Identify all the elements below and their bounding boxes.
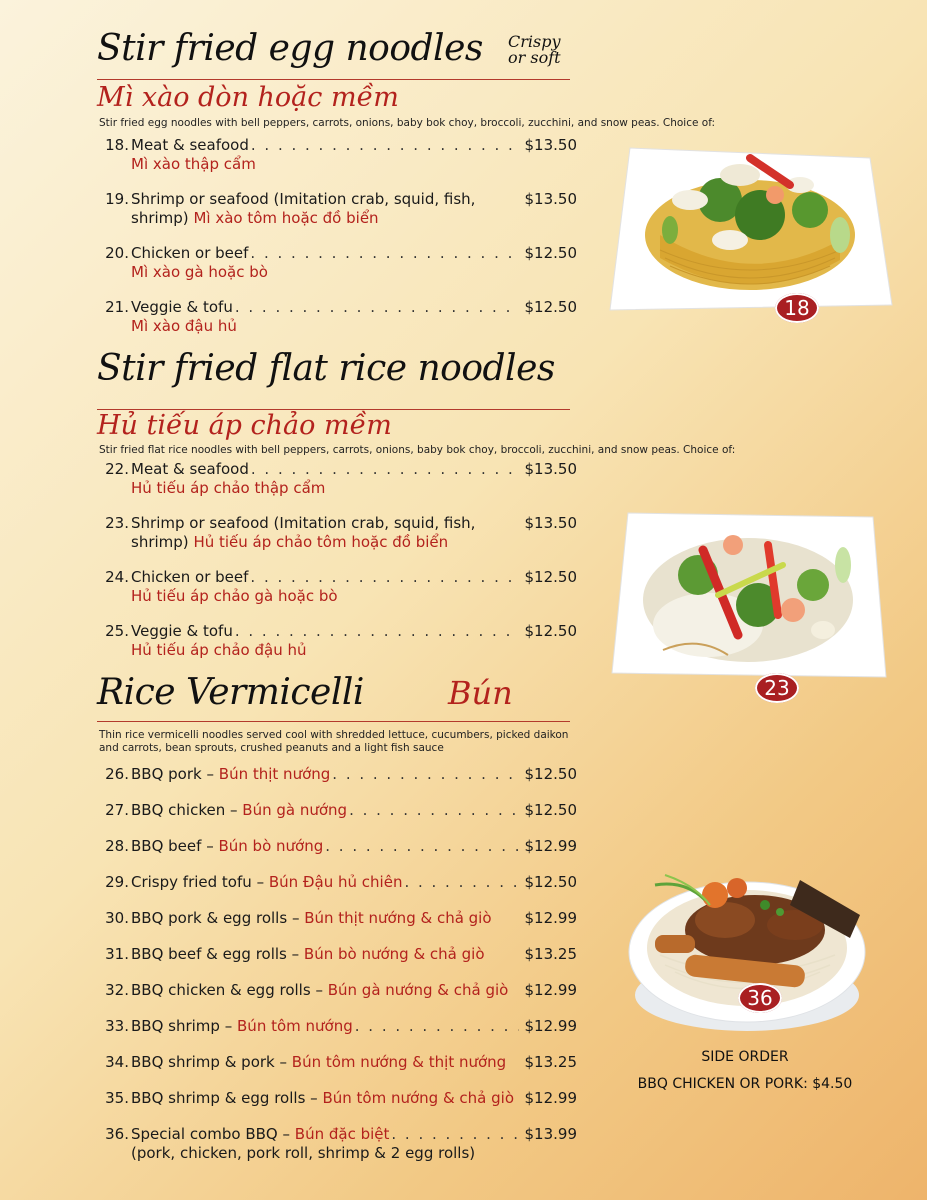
menu-item <box>99 945 577 964</box>
item-name: BBQ beef <box>131 837 202 855</box>
vermicelli-title: Rice Vermicelli <box>97 672 364 713</box>
note-line-1: Crispy <box>508 32 561 51</box>
item-number: 35. <box>105 1089 129 1107</box>
item-name: BBQ shrimp & pork <box>131 1053 275 1071</box>
item-name: Veggie & tofu <box>131 622 233 640</box>
crispy-or-soft-note <box>508 34 561 66</box>
item-price: $12.50 <box>524 622 577 640</box>
menu-item <box>99 1017 577 1036</box>
vermicelli-viet-title: Bún <box>448 674 513 712</box>
menu-item <box>99 909 577 928</box>
item-viet-name: Bún thịt nướng & chả giò <box>304 909 492 927</box>
egg-noodles-title: Stir fried egg noodles <box>97 28 483 69</box>
item-number: 23. <box>105 514 129 532</box>
item-price: $12.50 <box>524 765 577 783</box>
item-price: $12.99 <box>524 981 577 999</box>
item-viet-name: Bún Đậu hủ chiên <box>268 873 403 891</box>
menu-item <box>99 1053 577 1072</box>
item-name-line2: shrimp) <box>131 209 189 227</box>
item-name: BBQ beef & egg rolls <box>131 945 287 963</box>
item-number: 33. <box>105 1017 129 1035</box>
separator-dash: – <box>256 873 265 891</box>
item-number: 27. <box>105 801 129 819</box>
item-price: $12.50 <box>524 244 577 262</box>
item-price: $12.50 <box>524 873 577 891</box>
item-number: 19. <box>105 190 129 208</box>
flat-noodles-title: Stir fried flat rice noodles <box>97 348 555 389</box>
item-name: Meat & seafood <box>131 136 249 154</box>
item-number: 24. <box>105 568 129 586</box>
item-number: 30. <box>105 909 129 927</box>
item-name: BBQ shrimp & egg rolls <box>131 1089 306 1107</box>
item-price: $12.99 <box>524 837 577 855</box>
item-name-line2: shrimp) <box>131 533 189 551</box>
side-order-detail: BBQ CHICKEN OR PORK: $4.50 <box>637 1076 853 1092</box>
item-price: $12.99 <box>524 909 577 927</box>
separator-dash: – <box>224 1017 233 1035</box>
separator-dash: – <box>279 1053 288 1071</box>
menu-item <box>99 622 577 660</box>
flat-noodles-photo <box>608 505 888 685</box>
menu-item <box>99 298 577 336</box>
separator-dash: – <box>206 765 214 783</box>
leader-dots <box>235 298 519 317</box>
egg-noodles-viet-title: Mì xào dòn hoặc mềm <box>97 82 399 113</box>
item-price: $13.50 <box>524 136 577 154</box>
menu-item <box>99 460 577 498</box>
item-viet-name: Bún bò nướng <box>218 837 324 855</box>
menu-item <box>99 190 577 228</box>
item-price: $13.25 <box>524 1053 577 1071</box>
item-viet-name: Bún bò nướng & chả giò <box>303 945 485 963</box>
item-name: Chicken or beef <box>131 244 249 262</box>
item-number: 32. <box>105 981 129 999</box>
photo-badge-23: 23 <box>755 673 799 703</box>
item-viet-name: Bún thịt nướng <box>218 765 331 783</box>
item-viet-name: Bún đặc biệt <box>294 1125 390 1143</box>
leader-dots <box>391 1125 519 1144</box>
item-viet-name: Mì xào tôm hoặc đồ biển <box>193 209 379 227</box>
item-viet-name: Hủ tiếu áp chảo đậu hủ <box>131 641 307 659</box>
item-number: 20. <box>105 244 129 262</box>
leader-dots <box>250 244 519 263</box>
vermicelli-description <box>99 729 569 755</box>
item-price: $13.50 <box>524 190 577 208</box>
item-price: $13.25 <box>524 945 577 963</box>
menu-item <box>99 981 577 1000</box>
item-price: $12.50 <box>524 568 577 586</box>
flat-noodles-viet-title: Hủ tiếu áp chảo mềm <box>97 410 392 441</box>
side-order-label: SIDE ORDER <box>701 1049 789 1065</box>
item-viet-name: Bún tôm nướng <box>237 1017 353 1035</box>
menu-item <box>99 1125 577 1163</box>
item-price: $12.50 <box>524 801 577 819</box>
item-number: 18. <box>105 136 129 154</box>
menu-item <box>99 514 577 552</box>
item-viet-name: Hủ tiếu áp chảo gà hoặc bò <box>131 587 338 605</box>
photo-badge-18: 18 <box>775 293 819 323</box>
item-name: BBQ pork <box>131 765 202 783</box>
leader-dots <box>404 873 519 892</box>
leader-dots <box>251 460 519 479</box>
menu-item <box>99 244 577 282</box>
item-name: Meat & seafood <box>131 460 249 478</box>
leader-dots <box>355 1017 519 1036</box>
leader-dots <box>250 568 519 587</box>
item-price: $12.99 <box>524 1089 577 1107</box>
item-viet-name: Bún gà nướng & chả giò <box>327 981 509 999</box>
item-viet-name: Hủ tiếu áp chảo tôm hoặc đồ biển <box>193 533 449 551</box>
item-price: $13.99 <box>524 1125 577 1143</box>
menu-item <box>99 873 577 892</box>
item-viet-name: Mì xào gà hoặc bò <box>131 263 268 281</box>
item-name: Veggie & tofu <box>131 298 233 316</box>
separator-dash: – <box>291 945 300 963</box>
item-number: 22. <box>105 460 129 478</box>
menu-item <box>99 837 577 856</box>
note-line-2: or soft <box>508 48 561 67</box>
separator-dash: – <box>310 1089 318 1107</box>
item-number: 26. <box>105 765 129 783</box>
leader-dots <box>325 837 519 856</box>
item-name: BBQ shrimp <box>131 1017 220 1035</box>
item-number: 31. <box>105 945 129 963</box>
item-number: 28. <box>105 837 129 855</box>
item-viet-name: Hủ tiếu áp chảo thập cẩm <box>131 479 326 497</box>
separator-dash: – <box>291 909 300 927</box>
flat-noodles-description: Stir fried flat rice noodles with bell peppers, carrots, onions, baby bok choy, broccoli, zucchini, and snow peas. Choice of: <box>99 444 736 456</box>
section-rule <box>97 79 570 80</box>
item-name: Shrimp or seafood (Imitation crab, squid, fish, <box>131 514 476 532</box>
item-name: Crispy fried tofu <box>131 873 252 891</box>
menu-item <box>99 765 577 784</box>
item-viet-name: Bún tôm nướng & chả giò <box>322 1089 514 1107</box>
menu-item <box>99 568 577 606</box>
egg-noodles-description: Stir fried egg noodles with bell peppers, carrots, onions, baby bok choy, broccoli, zucchini, and snow peas. Choice of: <box>99 117 716 129</box>
separator-dash: – <box>206 837 214 855</box>
item-price: $12.50 <box>524 298 577 316</box>
separator-dash: – <box>282 1125 290 1143</box>
item-name: BBQ chicken & egg rolls <box>131 981 311 999</box>
item-viet-name: Mì xào đậu hủ <box>131 317 237 335</box>
item-name: BBQ chicken <box>131 801 226 819</box>
egg-noodles-photo <box>600 140 895 320</box>
description-line: Thin rice vermicelli noodles served cool with shredded lettuce, cucumbers, picked daikon <box>99 729 569 741</box>
item-detail: (pork, chicken, pork roll, shrimp & 2 egg rolls) <box>131 1144 476 1162</box>
item-price: $12.99 <box>524 1017 577 1035</box>
section-rule <box>97 721 570 722</box>
item-price: $13.50 <box>524 460 577 478</box>
menu-item <box>99 1089 577 1108</box>
leader-dots <box>349 801 519 820</box>
item-name: Shrimp or seafood (Imitation crab, squid, fish, <box>131 190 476 208</box>
leader-dots <box>251 136 519 155</box>
item-number: 21. <box>105 298 129 316</box>
menu-item <box>99 136 577 174</box>
item-name: Chicken or beef <box>131 568 249 586</box>
item-name: Special combo BBQ <box>131 1125 278 1143</box>
separator-dash: – <box>315 981 323 999</box>
item-viet-name: Mì xào thập cẩm <box>131 155 256 173</box>
leader-dots <box>235 622 519 641</box>
item-number: 29. <box>105 873 129 891</box>
item-name: BBQ pork & egg rolls <box>131 909 288 927</box>
item-price: $13.50 <box>524 514 577 532</box>
photo-badge-36: 36 <box>738 983 782 1013</box>
menu-item <box>99 801 577 820</box>
separator-dash: – <box>230 801 238 819</box>
item-number: 34. <box>105 1053 129 1071</box>
item-number: 25. <box>105 622 129 640</box>
description-line: and carrots, bean sprouts, crushed peanuts and a light fish sauce <box>99 742 444 754</box>
item-number: 36. <box>105 1125 129 1143</box>
item-viet-name: Bún tôm nướng & thịt nướng <box>291 1053 507 1071</box>
leader-dots <box>332 765 519 784</box>
item-viet-name: Bún gà nướng <box>242 801 348 819</box>
